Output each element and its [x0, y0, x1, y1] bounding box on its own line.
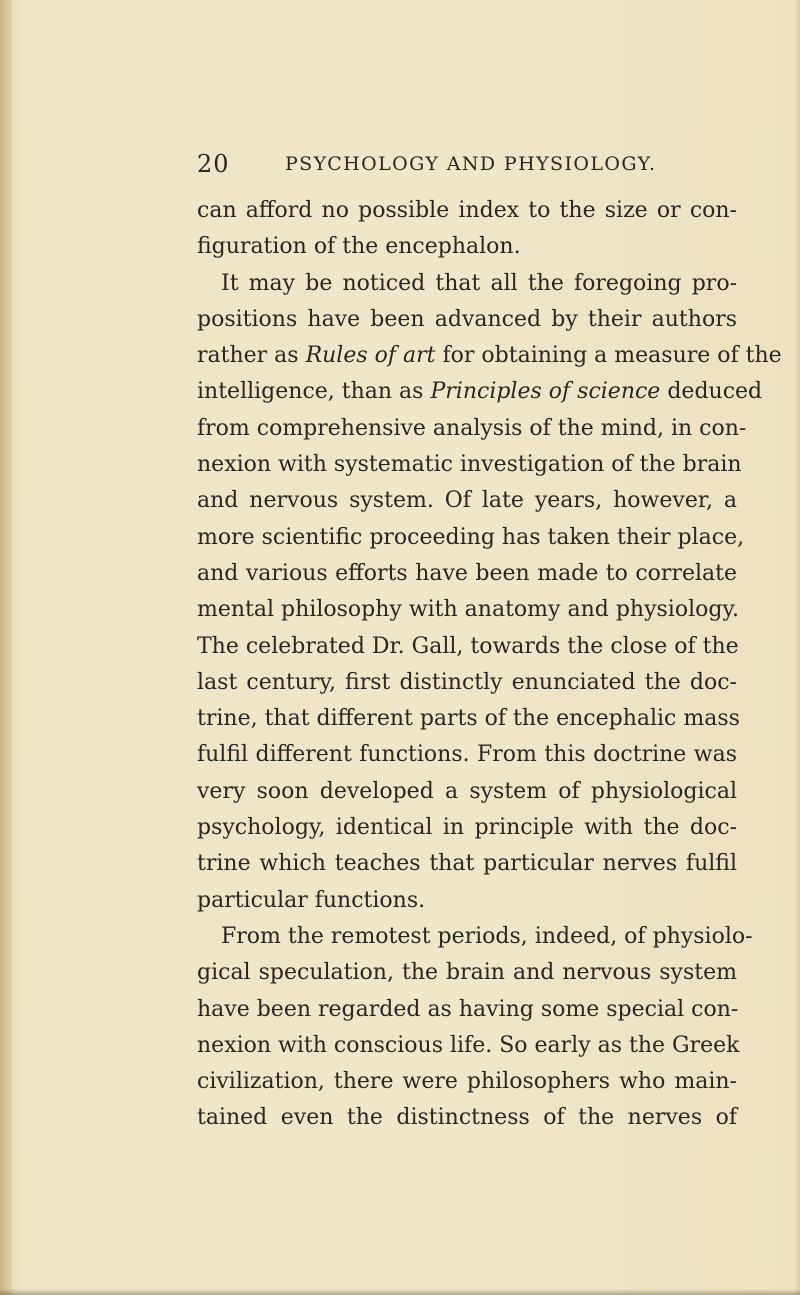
text-line: particular functions.: [197, 887, 426, 913]
page-spine-shadow: [0, 0, 12, 1295]
text-line: gical speculation, the brain and nervous system: [197, 960, 737, 986]
text-run: intelligence, than as: [197, 379, 431, 405]
page-header: [197, 150, 737, 182]
text-line: mental philosophy with anatomy and physiology.: [197, 597, 739, 623]
text-line: last century, first distinctly enunciated the doc-: [197, 669, 737, 695]
running-head: PSYCHOLOGY AND PHYSIOLOGY.: [285, 153, 657, 175]
body-text: [197, 193, 782, 1137]
italic-phrase: Principles of science: [430, 379, 661, 405]
text-line: [197, 338, 782, 374]
text-line: positions have been advanced by their authors: [197, 306, 737, 332]
text-line: and various efforts have been made to correlate: [197, 560, 737, 586]
text-run: rather as: [197, 343, 306, 369]
text-run: for obtaining a measure of the: [435, 343, 782, 369]
text-line: from comprehensive analysis of the mind, in con-: [197, 415, 747, 441]
text-line: very soon developed a system of physiological: [197, 778, 737, 804]
page-bottom-shadow: [0, 1289, 800, 1295]
text-line: nexion with conscious life. So early as the Greek: [197, 1032, 740, 1058]
text-line: It may be noticed that all the foregoing pro-: [221, 270, 737, 296]
text-line: From the remotest periods, indeed, of physiolo-: [221, 923, 753, 949]
text-line: trine, that different parts of the encephalic mass: [197, 706, 740, 732]
text-line: The celebrated Dr. Gall, towards the close of the: [197, 633, 739, 659]
text-line: civilization, there were philosophers who main-: [197, 1069, 737, 1095]
text-line: nexion with systematic investigation of the brain: [197, 452, 742, 478]
page-number: 20: [197, 150, 230, 178]
page-edge: [794, 0, 800, 1295]
text-line: fulfil different functions. From this doctrine was: [197, 742, 737, 768]
italic-phrase: Rules of art: [305, 343, 436, 369]
text-line: trine which teaches that particular nerves fulfil: [197, 851, 737, 877]
text-line: more scientific proceeding has taken their place,: [197, 524, 745, 550]
text-line: and nervous system. Of late years, however, a: [197, 488, 737, 514]
text-line: [197, 374, 763, 410]
text-line: psychology, identical in principle with the doc-: [197, 815, 737, 841]
text-line: figuration of the encephalon.: [197, 234, 521, 260]
text-run: deduced: [660, 379, 763, 405]
text-line: tained even the distinctness of the nerves of: [197, 1105, 737, 1131]
text-line: have been regarded as having some special con-: [197, 996, 739, 1022]
text-line: can afford no possible index to the size or con-: [197, 198, 737, 223]
